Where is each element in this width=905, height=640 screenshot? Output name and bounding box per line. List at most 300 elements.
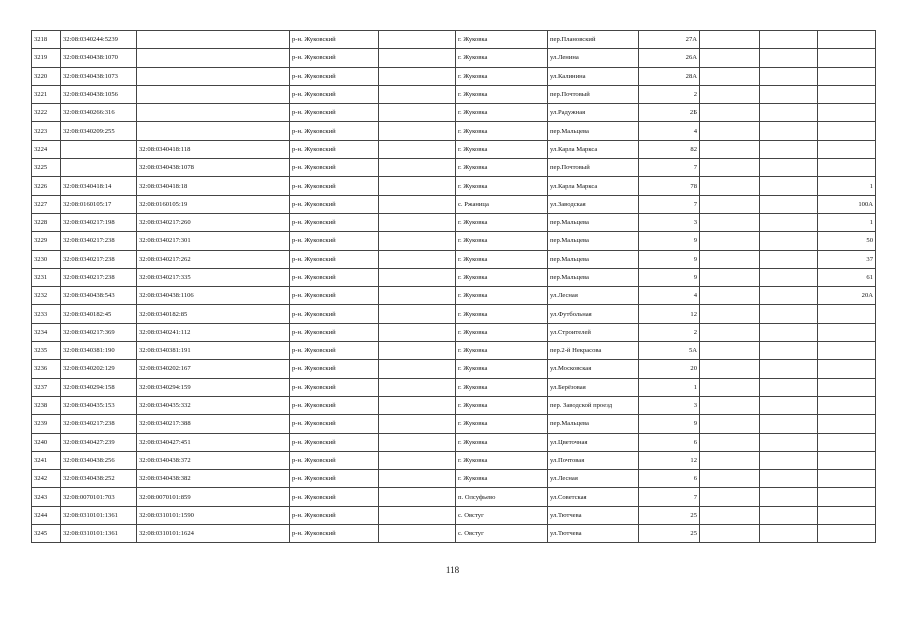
empty-cell (760, 360, 818, 378)
empty-cell (760, 415, 818, 433)
empty-cell (379, 232, 456, 250)
building-cadastral-number-cell: 32:08:0340438:1078 (137, 159, 290, 177)
empty-cell (700, 31, 760, 49)
locality-cell: г. Жуковка (456, 360, 548, 378)
land-cadastral-number-cell: 32:08:0340294:158 (61, 378, 137, 396)
table-row (32, 488, 876, 506)
empty-cell (379, 396, 456, 414)
table-row (32, 232, 876, 250)
empty-cell (379, 213, 456, 231)
building-cadastral-number-cell: 32:08:0340241:112 (137, 323, 290, 341)
empty-cell (760, 159, 818, 177)
land-cadastral-number-cell: 32:08:0340418:14 (61, 177, 137, 195)
building-cadastral-number-cell: 32:08:0340418:18 (137, 177, 290, 195)
apartment-number-cell (818, 305, 876, 323)
district-cell: р-н. Жуковский (290, 104, 379, 122)
empty-cell (379, 342, 456, 360)
row-number-cell: 3229 (32, 232, 61, 250)
apartment-number-cell (818, 378, 876, 396)
building-cadastral-number-cell: 32:08:0340438:1106 (137, 287, 290, 305)
row-number-cell: 3221 (32, 85, 61, 103)
empty-cell (700, 488, 760, 506)
locality-cell: г. Жуковка (456, 287, 548, 305)
empty-cell (379, 451, 456, 469)
address-register-table (31, 30, 876, 543)
land-cadastral-number-cell: 32:08:0310101:1361 (61, 506, 137, 524)
empty-cell (379, 195, 456, 213)
apartment-number-cell (818, 67, 876, 85)
locality-cell: с. Ржаница (456, 195, 548, 213)
district-cell: р-н. Жуковский (290, 268, 379, 286)
street-cell: ул.Калинина (548, 67, 639, 85)
row-number-cell: 3230 (32, 250, 61, 268)
house-number-cell: 12 (639, 305, 700, 323)
district-cell: р-н. Жуковский (290, 415, 379, 433)
empty-cell (700, 433, 760, 451)
empty-cell (760, 305, 818, 323)
district-cell: р-н. Жуковский (290, 177, 379, 195)
empty-cell (379, 323, 456, 341)
street-cell: пер.Мальцева (548, 213, 639, 231)
table-row (32, 177, 876, 195)
empty-cell (700, 451, 760, 469)
building-cadastral-number-cell: 32:08:0340217:301 (137, 232, 290, 250)
empty-cell (760, 31, 818, 49)
table-row (32, 378, 876, 396)
empty-cell (379, 140, 456, 158)
district-cell: р-н. Жуковский (290, 213, 379, 231)
empty-cell (379, 177, 456, 195)
empty-cell (760, 177, 818, 195)
land-cadastral-number-cell: 32:08:0340427:239 (61, 433, 137, 451)
apartment-number-cell (818, 470, 876, 488)
apartment-number-cell (818, 525, 876, 543)
row-number-cell: 3219 (32, 49, 61, 67)
land-cadastral-number-cell: 32:08:0340217:198 (61, 213, 137, 231)
row-number-cell: 3220 (32, 67, 61, 85)
building-cadastral-number-cell: 32:08:0340427:451 (137, 433, 290, 451)
table-row (32, 360, 876, 378)
empty-cell (760, 195, 818, 213)
empty-cell (379, 49, 456, 67)
row-number-cell: 3238 (32, 396, 61, 414)
district-cell: р-н. Жуковский (290, 232, 379, 250)
row-number-cell: 3239 (32, 415, 61, 433)
empty-cell (700, 159, 760, 177)
land-cadastral-number-cell: 32:08:0340438:1056 (61, 85, 137, 103)
empty-cell (379, 268, 456, 286)
apartment-number-cell: 1 (818, 213, 876, 231)
empty-cell (700, 342, 760, 360)
street-cell: ул.Московская (548, 360, 639, 378)
row-number-cell: 3226 (32, 177, 61, 195)
district-cell: р-н. Жуковский (290, 433, 379, 451)
row-number-cell: 3223 (32, 122, 61, 140)
land-cadastral-number-cell: 32:08:0160105:17 (61, 195, 137, 213)
table-row (32, 195, 876, 213)
empty-cell (760, 250, 818, 268)
apartment-number-cell (818, 488, 876, 506)
apartment-number-cell: 20А (818, 287, 876, 305)
apartment-number-cell (818, 433, 876, 451)
house-number-cell: 5А (639, 342, 700, 360)
district-cell: р-н. Жуковский (290, 470, 379, 488)
building-cadastral-number-cell: 32:08:0340438:382 (137, 470, 290, 488)
empty-cell (760, 67, 818, 85)
apartment-number-cell (818, 159, 876, 177)
apartment-number-cell (818, 140, 876, 158)
district-cell: р-н. Жуковский (290, 195, 379, 213)
street-cell: ул.Карла Маркса (548, 177, 639, 195)
house-number-cell: 3 (639, 396, 700, 414)
district-cell: р-н. Жуковский (290, 67, 379, 85)
apartment-number-cell: 100А (818, 195, 876, 213)
building-cadastral-number-cell: 32:08:0340217:388 (137, 415, 290, 433)
land-cadastral-number-cell: 32:08:0340217:238 (61, 232, 137, 250)
empty-cell (760, 49, 818, 67)
row-number-cell: 3242 (32, 470, 61, 488)
locality-cell: г. Жуковка (456, 268, 548, 286)
row-number-cell: 3224 (32, 140, 61, 158)
empty-cell (379, 470, 456, 488)
empty-cell (379, 287, 456, 305)
street-cell: пер.Плановский (548, 31, 639, 49)
land-cadastral-number-cell: 32:08:0340381:190 (61, 342, 137, 360)
land-cadastral-number-cell: 32:08:0340209:255 (61, 122, 137, 140)
apartment-number-cell: 61 (818, 268, 876, 286)
street-cell: ул.Карла Маркса (548, 140, 639, 158)
district-cell: р-н. Жуковский (290, 525, 379, 543)
street-cell: ул.Тютчева (548, 525, 639, 543)
row-number-cell: 3225 (32, 159, 61, 177)
building-cadastral-number-cell: 32:08:0340381:191 (137, 342, 290, 360)
street-cell: ул.Заводская (548, 195, 639, 213)
row-number-cell: 3245 (32, 525, 61, 543)
street-cell: пер.Мальцева (548, 268, 639, 286)
empty-cell (700, 396, 760, 414)
district-cell: р-н. Жуковский (290, 506, 379, 524)
street-cell: ул.Ленина (548, 49, 639, 67)
house-number-cell: 9 (639, 250, 700, 268)
street-cell: ул.Строителей (548, 323, 639, 341)
street-cell: ул.Лесная (548, 470, 639, 488)
house-number-cell: 2 (639, 323, 700, 341)
house-number-cell: 4 (639, 122, 700, 140)
street-cell: пер.Мальцева (548, 122, 639, 140)
row-number-cell: 3241 (32, 451, 61, 469)
street-cell: ул.Советская (548, 488, 639, 506)
street-cell: пер. Заводской проезд (548, 396, 639, 414)
district-cell: р-н. Жуковский (290, 85, 379, 103)
empty-cell (760, 342, 818, 360)
empty-cell (700, 415, 760, 433)
building-cadastral-number-cell: 32:08:0310101:1590 (137, 506, 290, 524)
house-number-cell: 6 (639, 433, 700, 451)
empty-cell (700, 250, 760, 268)
locality-cell: г. Жуковка (456, 433, 548, 451)
locality-cell: г. Жуковка (456, 31, 548, 49)
house-number-cell: 9 (639, 415, 700, 433)
empty-cell (760, 506, 818, 524)
empty-cell (700, 323, 760, 341)
building-cadastral-number-cell: 32:08:0340217:260 (137, 213, 290, 231)
apartment-number-cell (818, 31, 876, 49)
building-cadastral-number-cell: 32:08:0340182:85 (137, 305, 290, 323)
empty-cell (379, 433, 456, 451)
locality-cell: г. Жуковка (456, 250, 548, 268)
table-row (32, 85, 876, 103)
empty-cell (700, 525, 760, 543)
street-cell: ул.Берёзовая (548, 378, 639, 396)
building-cadastral-number-cell (137, 85, 290, 103)
empty-cell (379, 250, 456, 268)
row-number-cell: 3237 (32, 378, 61, 396)
table-row (32, 451, 876, 469)
table-row (32, 159, 876, 177)
house-number-cell: 25 (639, 525, 700, 543)
house-number-cell: 82 (639, 140, 700, 158)
apartment-number-cell (818, 451, 876, 469)
empty-cell (700, 85, 760, 103)
empty-cell (379, 159, 456, 177)
table-row (32, 122, 876, 140)
locality-cell: г. Жуковка (456, 49, 548, 67)
apartment-number-cell: 1 (818, 177, 876, 195)
table-row (32, 506, 876, 524)
apartment-number-cell: 37 (818, 250, 876, 268)
row-number-cell: 3244 (32, 506, 61, 524)
row-number-cell: 3234 (32, 323, 61, 341)
district-cell: р-н. Жуковский (290, 396, 379, 414)
empty-cell (379, 488, 456, 506)
locality-cell: г. Жуковка (456, 85, 548, 103)
street-cell: пер.Почтовый (548, 85, 639, 103)
empty-cell (379, 415, 456, 433)
row-number-cell: 3240 (32, 433, 61, 451)
table-row (32, 213, 876, 231)
locality-cell: г. Жуковка (456, 177, 548, 195)
street-cell: ул.Тютчева (548, 506, 639, 524)
empty-cell (700, 49, 760, 67)
empty-cell (379, 67, 456, 85)
apartment-number-cell (818, 342, 876, 360)
empty-cell (760, 396, 818, 414)
land-cadastral-number-cell: 32:08:0340438:543 (61, 287, 137, 305)
locality-cell: г. Жуковка (456, 415, 548, 433)
table-row (32, 470, 876, 488)
empty-cell (760, 433, 818, 451)
empty-cell (700, 305, 760, 323)
locality-cell: г. Жуковка (456, 470, 548, 488)
building-cadastral-number-cell: 32:08:0160105:19 (137, 195, 290, 213)
land-cadastral-number-cell: 32:08:0340435:153 (61, 396, 137, 414)
empty-cell (760, 122, 818, 140)
locality-cell: с. Овстуг (456, 525, 548, 543)
land-cadastral-number-cell: 32:08:0340438:252 (61, 470, 137, 488)
building-cadastral-number-cell: 32:08:0340202:167 (137, 360, 290, 378)
district-cell: р-н. Жуковский (290, 250, 379, 268)
empty-cell (760, 525, 818, 543)
house-number-cell: 28А (639, 67, 700, 85)
locality-cell: г. Жуковка (456, 67, 548, 85)
building-cadastral-number-cell: 32:08:0340438:372 (137, 451, 290, 469)
empty-cell (700, 506, 760, 524)
district-cell: р-н. Жуковский (290, 451, 379, 469)
row-number-cell: 3232 (32, 287, 61, 305)
district-cell: р-н. Жуковский (290, 342, 379, 360)
house-number-cell: 25 (639, 506, 700, 524)
page-number: 118 (445, 565, 460, 575)
row-number-cell: 3243 (32, 488, 61, 506)
land-cadastral-number-cell: 32:08:0340438:256 (61, 451, 137, 469)
house-number-cell: 78 (639, 177, 700, 195)
street-cell: ул.Цветочная (548, 433, 639, 451)
district-cell: р-н. Жуковский (290, 305, 379, 323)
building-cadastral-number-cell: 32:08:0340435:332 (137, 396, 290, 414)
house-number-cell: 2Б (639, 104, 700, 122)
empty-cell (379, 525, 456, 543)
building-cadastral-number-cell: 32:08:0340217:262 (137, 250, 290, 268)
land-cadastral-number-cell: 32:08:0340266:316 (61, 104, 137, 122)
house-number-cell: 1 (639, 378, 700, 396)
table-row (32, 31, 876, 49)
locality-cell: г. Жуковка (456, 451, 548, 469)
row-number-cell: 3235 (32, 342, 61, 360)
empty-cell (379, 378, 456, 396)
house-number-cell: 20 (639, 360, 700, 378)
street-cell: пер.2-й Некрасова (548, 342, 639, 360)
land-cadastral-number-cell (61, 159, 137, 177)
locality-cell: г. Жуковка (456, 104, 548, 122)
table-row (32, 323, 876, 341)
street-cell: пер.Мальцева (548, 415, 639, 433)
house-number-cell: 4 (639, 287, 700, 305)
empty-cell (700, 232, 760, 250)
table-row (32, 250, 876, 268)
district-cell: р-н. Жуковский (290, 140, 379, 158)
land-cadastral-number-cell (61, 140, 137, 158)
locality-cell: г. Жуковка (456, 122, 548, 140)
land-cadastral-number-cell: 32:08:0340438:1073 (61, 67, 137, 85)
empty-cell (760, 378, 818, 396)
apartment-number-cell (818, 360, 876, 378)
house-number-cell: 9 (639, 232, 700, 250)
row-number-cell: 3236 (32, 360, 61, 378)
table-row (32, 67, 876, 85)
apartment-number-cell (818, 506, 876, 524)
land-cadastral-number-cell: 32:08:0340202:129 (61, 360, 137, 378)
district-cell: р-н. Жуковский (290, 488, 379, 506)
table-row (32, 305, 876, 323)
empty-cell (379, 31, 456, 49)
row-number-cell: 3233 (32, 305, 61, 323)
table-row (32, 49, 876, 67)
empty-cell (700, 360, 760, 378)
building-cadastral-number-cell (137, 67, 290, 85)
apartment-number-cell (818, 415, 876, 433)
empty-cell (379, 305, 456, 323)
table-row (32, 104, 876, 122)
table-row (32, 396, 876, 414)
street-cell: ул.Лесная (548, 287, 639, 305)
table-row (32, 342, 876, 360)
empty-cell (700, 67, 760, 85)
district-cell: р-н. Жуковский (290, 159, 379, 177)
land-cadastral-number-cell: 32:08:0340217:369 (61, 323, 137, 341)
locality-cell: г. Жуковка (456, 378, 548, 396)
district-cell: р-н. Жуковский (290, 360, 379, 378)
building-cadastral-number-cell (137, 49, 290, 67)
district-cell: р-н. Жуковский (290, 378, 379, 396)
house-number-cell: 7 (639, 488, 700, 506)
land-cadastral-number-cell: 32:08:0070101:703 (61, 488, 137, 506)
row-number-cell: 3218 (32, 31, 61, 49)
street-cell: ул.Радужная (548, 104, 639, 122)
locality-cell: с. Овстуг (456, 506, 548, 524)
empty-cell (700, 287, 760, 305)
house-number-cell: 2 (639, 85, 700, 103)
empty-cell (379, 85, 456, 103)
locality-cell: г. Жуковка (456, 140, 548, 158)
empty-cell (760, 488, 818, 506)
building-cadastral-number-cell: 32:08:0340418:118 (137, 140, 290, 158)
row-number-cell: 3227 (32, 195, 61, 213)
land-cadastral-number-cell: 32:08:0340244:5239 (61, 31, 137, 49)
house-number-cell: 27А (639, 31, 700, 49)
locality-cell: г. Жуковка (456, 159, 548, 177)
empty-cell (700, 104, 760, 122)
empty-cell (760, 470, 818, 488)
table-body (32, 31, 876, 543)
empty-cell (760, 287, 818, 305)
empty-cell (760, 140, 818, 158)
empty-cell (760, 85, 818, 103)
house-number-cell: 7 (639, 159, 700, 177)
building-cadastral-number-cell: 32:08:0340294:159 (137, 378, 290, 396)
empty-cell (379, 122, 456, 140)
table-row (32, 287, 876, 305)
district-cell: р-н. Жуковский (290, 49, 379, 67)
locality-cell: г. Жуковка (456, 305, 548, 323)
land-cadastral-number-cell: 32:08:0310101:1361 (61, 525, 137, 543)
house-number-cell: 7 (639, 195, 700, 213)
apartment-number-cell (818, 396, 876, 414)
district-cell: р-н. Жуковский (290, 287, 379, 305)
building-cadastral-number-cell: 32:08:0310101:1624 (137, 525, 290, 543)
empty-cell (379, 506, 456, 524)
land-cadastral-number-cell: 32:08:0340182:45 (61, 305, 137, 323)
building-cadastral-number-cell: 32:08:0340217:335 (137, 268, 290, 286)
empty-cell (760, 268, 818, 286)
street-cell: ул.Футбольная (548, 305, 639, 323)
locality-cell: г. Жуковка (456, 323, 548, 341)
land-cadastral-number-cell: 32:08:0340217:238 (61, 415, 137, 433)
apartment-number-cell (818, 49, 876, 67)
empty-cell (700, 195, 760, 213)
empty-cell (379, 360, 456, 378)
land-cadastral-number-cell: 32:08:0340217:238 (61, 250, 137, 268)
row-number-cell: 3228 (32, 213, 61, 231)
empty-cell (760, 451, 818, 469)
building-cadastral-number-cell (137, 122, 290, 140)
house-number-cell: 26А (639, 49, 700, 67)
empty-cell (379, 104, 456, 122)
apartment-number-cell (818, 323, 876, 341)
house-number-cell: 3 (639, 213, 700, 231)
locality-cell: г. Жуковка (456, 396, 548, 414)
row-number-cell: 3231 (32, 268, 61, 286)
empty-cell (760, 104, 818, 122)
